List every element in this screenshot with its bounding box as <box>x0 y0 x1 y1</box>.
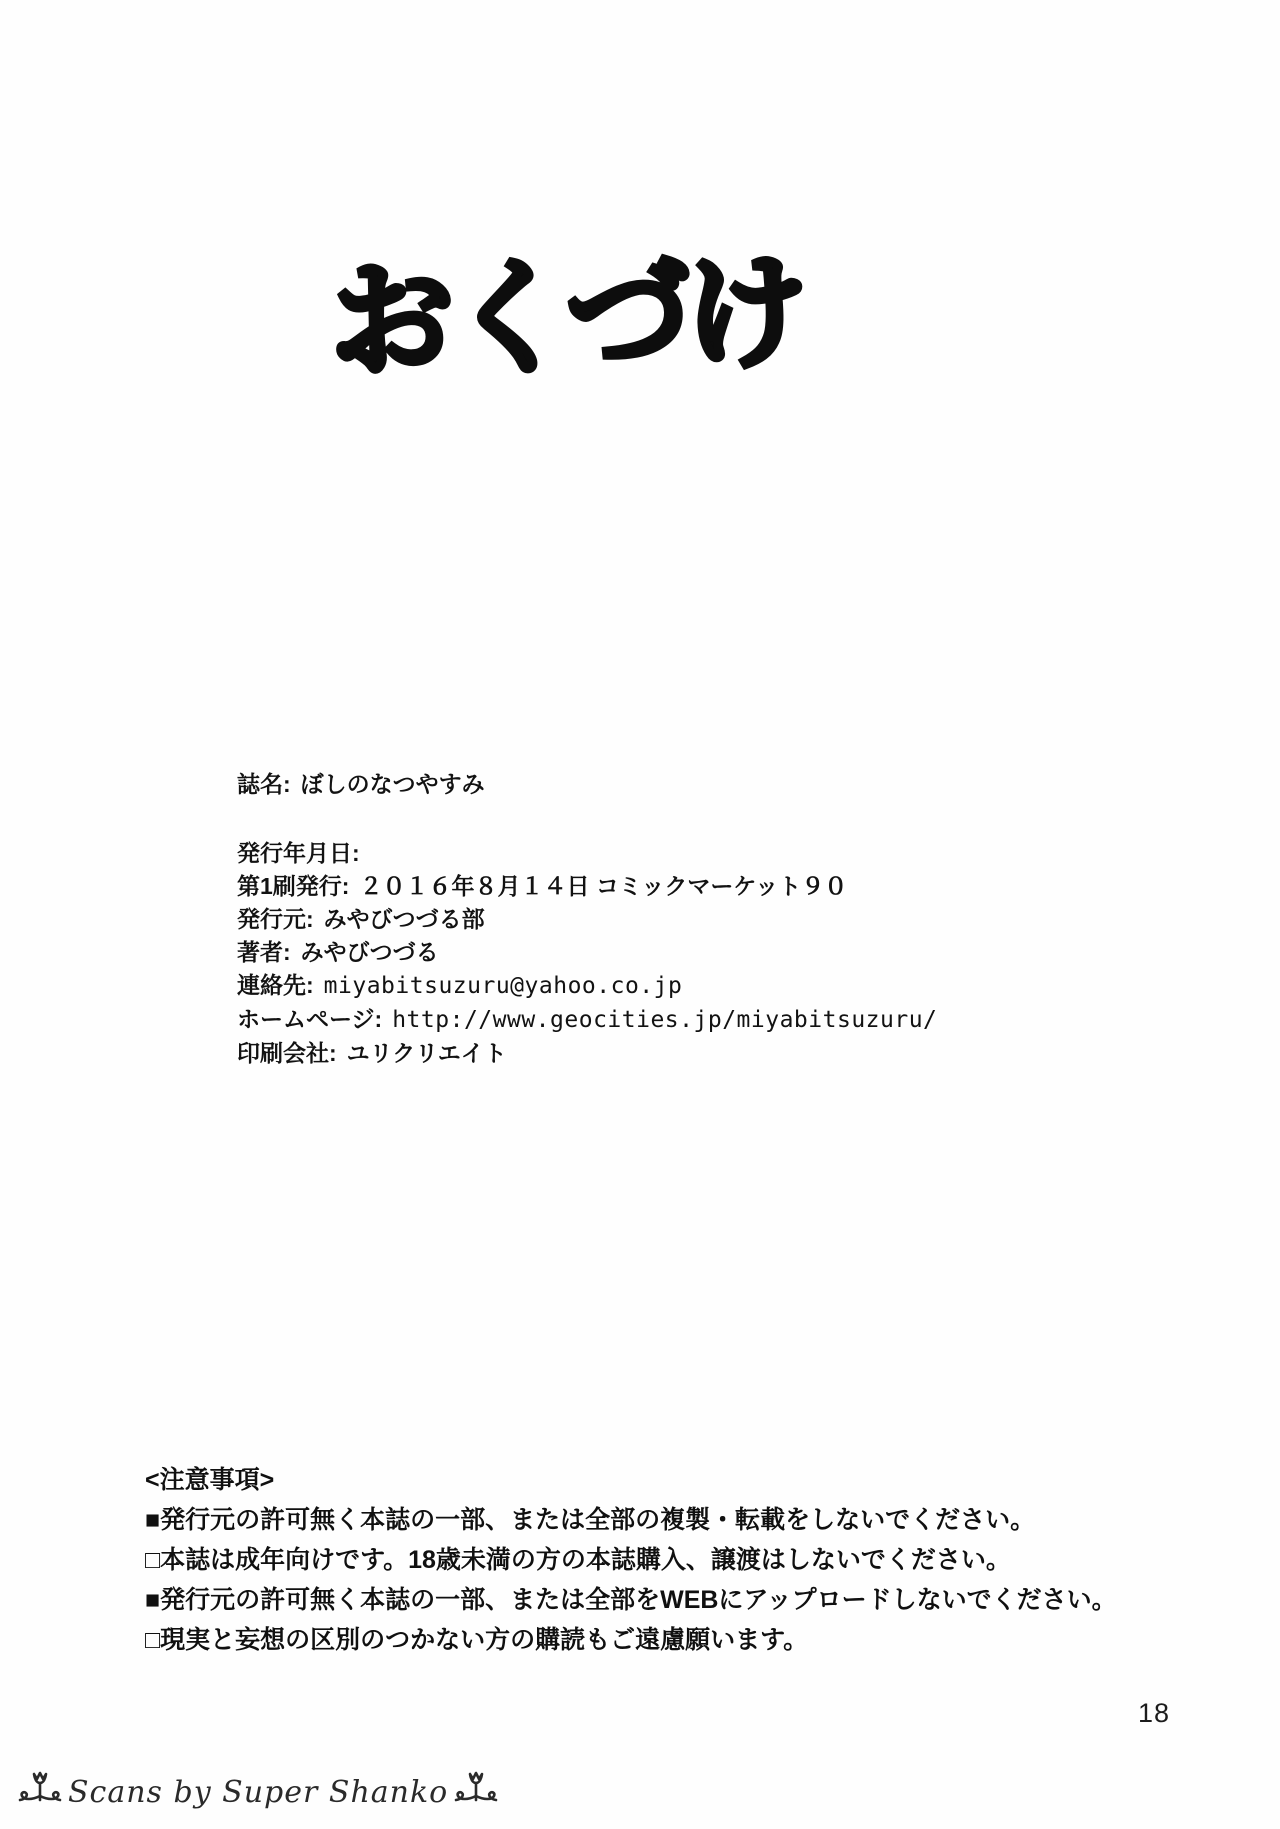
notice-item: ■発行元の許可無く本誌の一部、または全部の複製・転載をしないでください。 <box>145 1506 1036 1534</box>
page-number: 18 <box>1138 1698 1171 1728</box>
scanner-watermark <box>14 1766 502 1818</box>
colophon-label: 著者: <box>237 939 291 965</box>
colophon-label: 誌名: <box>237 771 291 797</box>
notice-item: □本誌は成年向けです。18歳未満の方の本誌購入、譲渡はしないでください。 <box>145 1546 1011 1574</box>
colophon-row-contact <box>237 969 937 1003</box>
colophon-value: みやびつづる部 <box>323 906 485 932</box>
tulip-ornament-icon <box>14 1766 66 1818</box>
contact-email: miyabitsuzuru@yahoo.co.jp <box>323 973 683 999</box>
homepage-url: http://www.geocities.jp/miyabitsuzuru/ <box>392 1007 938 1033</box>
colophon-label: ホームページ: <box>237 1006 383 1032</box>
colophon-value: みやびつづる <box>300 939 439 965</box>
colophon-value: ２０１６年８月１４日 コミックマーケット９０ <box>359 873 848 899</box>
colophon-label: 連絡先: <box>237 972 314 998</box>
notice-item: ■発行元の許可無く本誌の一部、または全部をWEBにアップロードしないでください。 <box>145 1586 1117 1614</box>
colophon-row-author <box>237 936 937 969</box>
colophon-row-publisher <box>237 903 937 936</box>
colophon-row-issue-date <box>237 837 937 870</box>
colophon-row-printer <box>237 1037 937 1070</box>
colophon-block <box>237 768 937 1070</box>
colophon-label: 発行年月日: <box>237 840 360 866</box>
colophon-label: 第1刷発行: <box>237 873 350 899</box>
watermark-text: Scans by Super Shanko <box>68 1774 449 1810</box>
colophon-value: ユリクリエイト <box>346 1040 507 1066</box>
notice-item: □現実と妄想の区別のつかない方の購読もご遠慮願います。 <box>145 1626 809 1654</box>
colophon-row-first-print <box>237 870 937 903</box>
notices-heading: <注意事項> <box>145 1466 275 1494</box>
colophon-row-homepage <box>237 1003 937 1037</box>
colophon-row-title <box>237 768 937 801</box>
colophon-label: 印刷会社: <box>237 1040 337 1066</box>
tulip-ornament-icon <box>450 1766 502 1818</box>
colophon-label: 発行元: <box>237 906 314 932</box>
notices-block <box>145 1460 1117 1660</box>
page-title: おくづけ <box>328 241 804 395</box>
colophon-value: ぼしのなつやすみ <box>300 771 485 797</box>
